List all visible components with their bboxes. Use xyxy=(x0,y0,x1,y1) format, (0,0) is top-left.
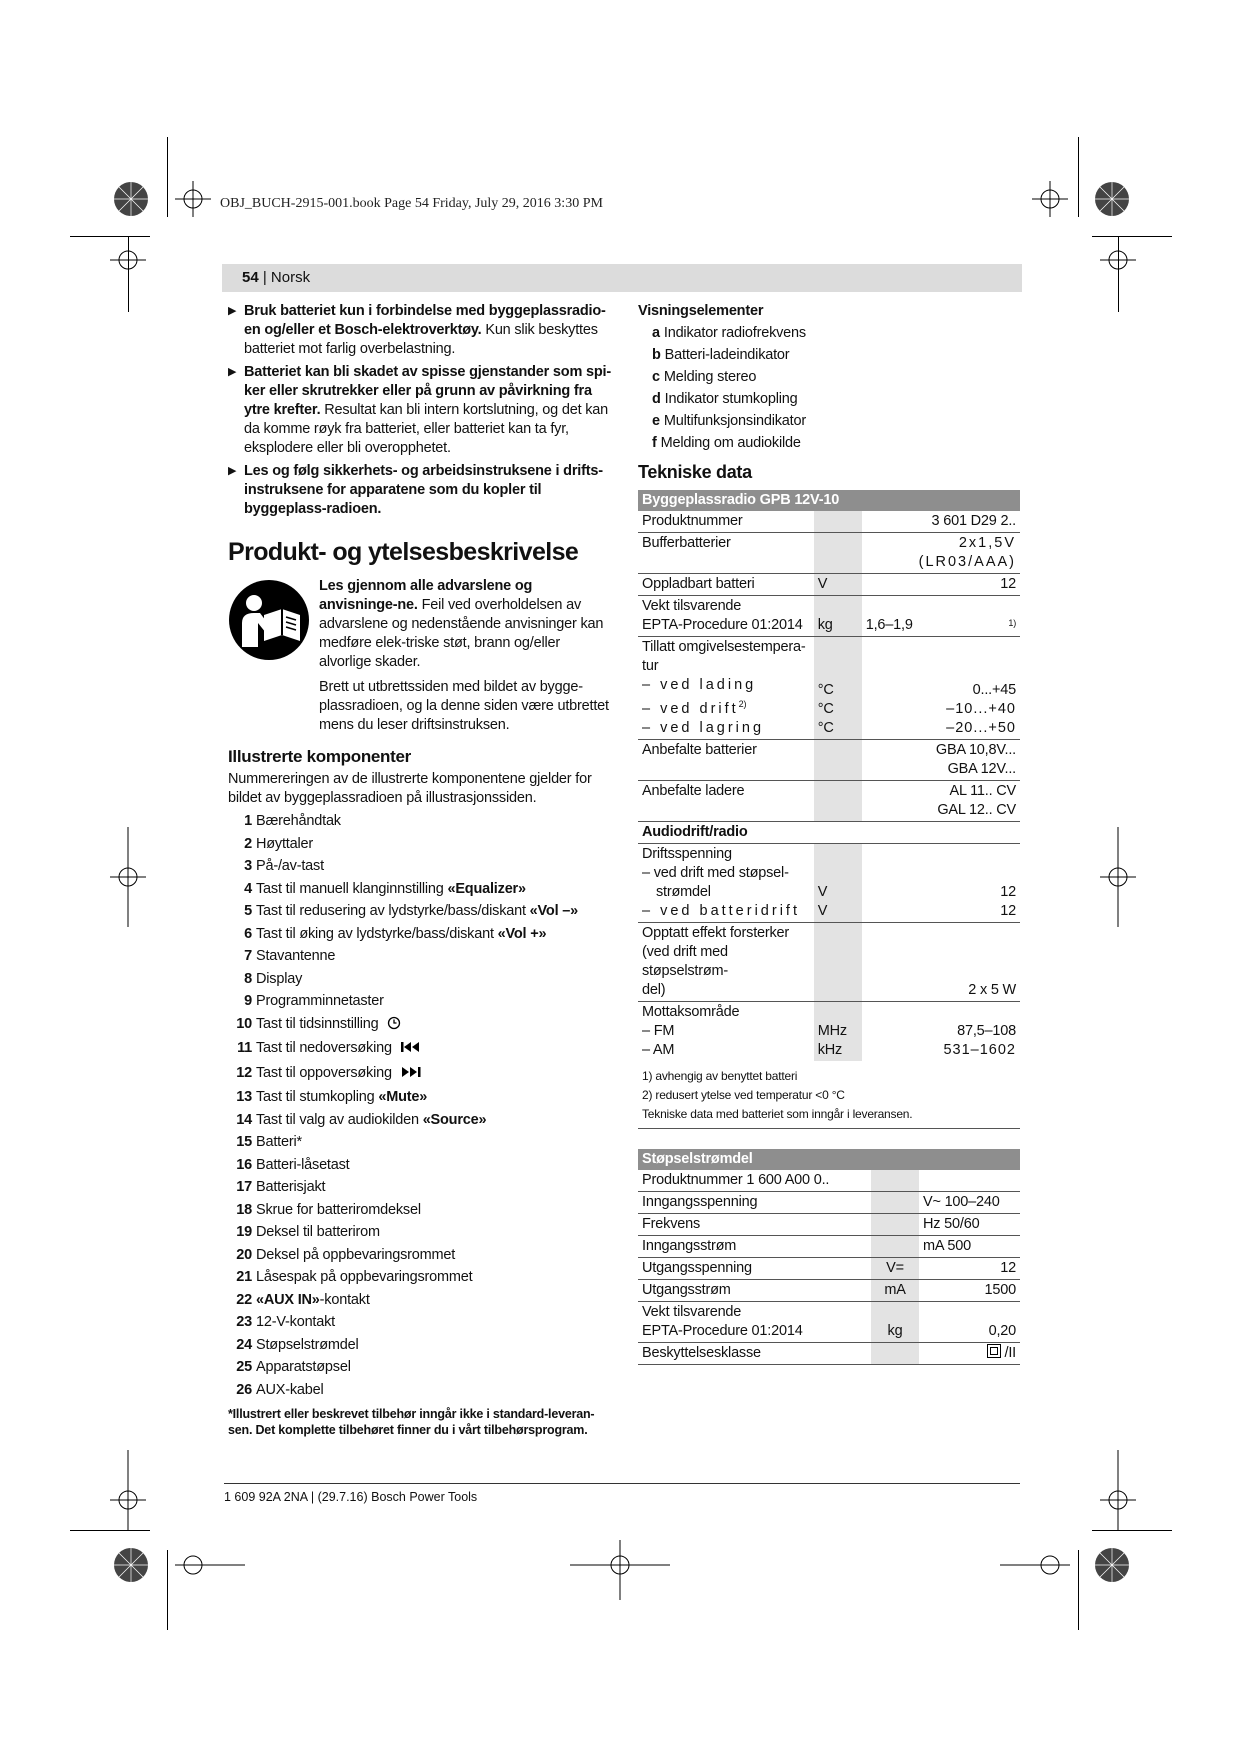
component-number: 8 xyxy=(244,970,252,987)
target-mark xyxy=(611,1556,629,1574)
component-item: 13 Tast til stumkopling «Mute» xyxy=(228,1088,613,1108)
crop-mark xyxy=(167,1550,168,1630)
component-item: 22 «AUX IN»-kontakt xyxy=(228,1291,613,1311)
component-number: 10 xyxy=(236,1015,252,1032)
read-manual-icon xyxy=(228,579,310,661)
target-mark xyxy=(1041,1556,1059,1574)
double-insulation-icon xyxy=(987,1344,1001,1358)
table-section-header: Audiodrift/radio xyxy=(638,821,1020,843)
seek-back-icon xyxy=(400,1040,422,1054)
table-title: Støpselstrømdel xyxy=(638,1149,1020,1170)
component-number: 20 xyxy=(236,1246,252,1263)
display-element-item: c Melding stereo xyxy=(652,369,757,385)
display-element-item: d Indikator stumkopling xyxy=(652,391,798,407)
component-number: 6 xyxy=(244,925,252,942)
table-row: Inngangsspenning V~ 100–240 xyxy=(638,1191,1020,1213)
component-number: 13 xyxy=(236,1089,252,1105)
safety-bullet: ▶ Les og følg sikkerhets- og arbeidsinstruksene i drifts-instruksene for apparatene som du kopler til byggeplass-radioen. xyxy=(228,463,603,517)
page-header xyxy=(222,264,1022,292)
component-item: 24 Støpselstrømdel xyxy=(228,1336,613,1356)
component-item: 4 Tast til manuell klanginnstilling «Equalizer» xyxy=(228,880,613,900)
component-number: 4 xyxy=(244,880,252,897)
component-item: 19 Deksel til batterirom xyxy=(228,1223,613,1243)
table-row: Inngangsstrøm mA 500 xyxy=(638,1235,1020,1257)
component-item: 7 Stavantenne xyxy=(228,947,613,967)
component-number: 3 xyxy=(244,858,252,874)
star-mark xyxy=(114,182,148,216)
page-number: 54 xyxy=(242,269,259,286)
display-elements-title: Visningselementer xyxy=(638,303,764,319)
component-item: 3 På-/av-tast xyxy=(228,857,613,877)
component-item: 12 Tast til oppoversøking xyxy=(228,1064,613,1086)
display-element-item: b Batteri-ladeindikator xyxy=(652,347,790,363)
table-row: Driftsspenning – ved drift med støpsel- strømdel – ved batteridrift V V 12 12 xyxy=(638,843,1020,922)
accessory-footnote: *Illustrert eller beskrevet tilbehør inngår ikke i standard-leveran-sen. Det komplette tilbehøret finner du i vårt tilbehørsprogram. xyxy=(228,1407,595,1437)
component-number: 23 xyxy=(236,1314,252,1330)
component-item: 6 Tast til øking av lydstyrke/bass/diskant «Vol +» xyxy=(228,925,613,945)
table-row: Bufferbatterier 2x1,5V (LR03/AAA) xyxy=(638,533,1020,574)
component-item: 21 Låsespak på oppbevaringsrommet xyxy=(228,1268,613,1288)
component-number: 26 xyxy=(236,1381,252,1398)
tech-data-table xyxy=(638,490,1020,1129)
component-number: 12 xyxy=(236,1064,252,1081)
components-list xyxy=(228,812,613,1400)
warning-bold: Les gjennom alle advarslene og anvisninge-ne. xyxy=(319,578,533,613)
component-number: 18 xyxy=(236,1201,252,1218)
target-mark xyxy=(184,1556,202,1574)
component-item: 9 Programminnetaster xyxy=(228,992,613,1012)
component-number: 25 xyxy=(236,1359,252,1375)
component-item: 23 12-V-kontakt xyxy=(228,1313,613,1333)
star-mark xyxy=(1095,1548,1129,1582)
prev-icon xyxy=(400,1042,422,1058)
component-item: 5 Tast til redusering av lydstyrke/bass/diskant «Vol –» xyxy=(228,902,613,922)
table-notes: 1) avhengig av benyttet batteri 2) redusert ytelse ved temperatur <0 °C Tekniske data med batteriet som inngår i leveransen. xyxy=(638,1061,1020,1129)
crop-mark xyxy=(1118,236,1119,312)
target-mark xyxy=(1109,1491,1127,1509)
clock-icon xyxy=(387,1016,401,1030)
component-number: 24 xyxy=(236,1336,252,1353)
right-column xyxy=(638,302,1020,1365)
crop-mark xyxy=(1092,236,1172,237)
seek-forward-icon xyxy=(400,1065,422,1079)
components-title: Illustrerte komponenter xyxy=(228,747,411,766)
component-item: 17 Batterisjakt xyxy=(228,1178,613,1198)
display-element-item: e Multifunksjonsindikator xyxy=(652,413,806,429)
component-number: 14 xyxy=(236,1111,252,1128)
component-number: 1 xyxy=(244,813,252,829)
target-mark xyxy=(119,868,137,886)
component-item: 1 Bærehåndtak xyxy=(228,812,613,832)
target-mark xyxy=(1041,190,1059,208)
component-number: 7 xyxy=(244,948,252,964)
component-item: 11 Tast til nedoversøking xyxy=(228,1039,613,1061)
component-number: 19 xyxy=(236,1224,252,1240)
table-row: Produktnummer 3 601 D29 2.. xyxy=(638,511,1020,533)
book-info: OBJ_BUCH-2915-001.book Page 54 Friday, July 29, 2016 3:30 PM xyxy=(220,196,603,211)
table-row: Mottaksområde – FM – AM MHz kHz 87,5–108 531–1602 xyxy=(638,1001,1020,1061)
table-row: Opptatt effekt forsterker (ved drift med støpselstrøm- del) 2 x 5 W xyxy=(638,922,1020,1001)
crop-mark xyxy=(1092,1530,1172,1531)
table-row: Vekt tilsvarende EPTA-Procedure 01:2014 kg 0,20 xyxy=(638,1301,1020,1342)
crop-mark xyxy=(70,1530,150,1531)
section-title: Produkt- og ytelsesbeskrivelse xyxy=(228,538,579,566)
component-number: 15 xyxy=(236,1134,252,1150)
section-name: Norsk xyxy=(270,269,311,286)
safety-bullet: ▶ Batteriet kan bli skadet av spisse gjenstander som spi-ker eller skrutrekker eller på grunn av påvirkning fra ytre krefter. Resultat kan bli intern kortslutning, og det kan da komme røyk fra batteriet, eller batteriet kan ta fyr, eksplodere eller bli overopphetet. xyxy=(228,364,611,456)
clock-icon xyxy=(387,1018,401,1034)
safety-bullet: ▶ Bruk batteriet kun i forbindelse med byggeplassradio-en og/eller et Bosch-elektroverktøy. Kun slik beskyttes batteriet mot farlig overbelastning. xyxy=(228,303,606,357)
table-row: Produktnummer 1 600 A00 0.. xyxy=(638,1170,1020,1192)
component-item: 26 AUX-kabel xyxy=(228,1381,613,1401)
table-row: Oppladbart batteri V 12 xyxy=(638,574,1020,596)
table-row: Anbefalte ladere AL 11.. CV GAL 12.. CV xyxy=(638,780,1020,821)
components-intro: Nummereringen av de illustrerte komponentene gjelder for bildet av byggeplassradioen på illustrasjonssiden. xyxy=(228,771,592,806)
power-supply-table xyxy=(638,1149,1020,1365)
bullet-triangle-icon: ▶ xyxy=(228,366,237,378)
table-row: Utgangsspenning V= 12 xyxy=(638,1257,1020,1279)
table-row: Tillatt omgivelsestempera- tur – ved lading – ved drift$^{2)}$ – ved lagring °C °C °C 0...+45 –10...+40 –20...+50 xyxy=(638,637,1020,740)
crop-mark xyxy=(70,236,150,237)
target-mark xyxy=(1109,868,1127,886)
component-number: 5 xyxy=(244,903,252,919)
page-label: 54 | Norsk xyxy=(242,269,311,286)
display-element-item: a Indikator radiofrekvens xyxy=(652,325,806,341)
tech-data-title: Tekniske data xyxy=(638,462,752,482)
table-row: Beskyttelsesklasse /II xyxy=(638,1342,1020,1364)
component-item: 2 Høyttaler xyxy=(228,835,613,855)
component-number: 17 xyxy=(236,1179,252,1195)
crop-mark xyxy=(128,236,129,312)
component-number: 2 xyxy=(244,835,252,852)
component-item: 10 Tast til tidsinnstilling xyxy=(228,1015,613,1037)
component-item: 15 Batteri* xyxy=(228,1133,613,1153)
table-row: Vekt tilsvarende EPTA-Procedure 01:2014 kg 1,6–1,9 1) xyxy=(638,596,1020,637)
warning-block xyxy=(228,577,613,735)
component-item: 8 Display xyxy=(228,970,613,990)
display-element-item: f Melding om audiokilde xyxy=(652,435,801,451)
component-number: 11 xyxy=(237,1040,252,1056)
table-title: Byggeplassradio GPB 12V-10 xyxy=(638,490,1020,511)
star-mark xyxy=(1095,182,1129,216)
star-mark xyxy=(114,1548,148,1582)
bullet-triangle-icon: ▶ xyxy=(228,465,237,477)
target-mark xyxy=(184,190,202,208)
crop-mark xyxy=(1078,137,1079,217)
table-row: Frekvens Hz 50/60 xyxy=(638,1213,1020,1235)
crop-mark xyxy=(167,137,168,217)
display-elements-list xyxy=(638,324,1020,453)
component-item: 14 Tast til valg av audiokilden «Source» xyxy=(228,1111,613,1131)
fold-text: Brett ut utbrettssiden med bildet av bygge-plassradioen, og la denne siden være utbrettet mens du leser driftsinstruksen. xyxy=(319,679,609,733)
warning-text: Feil ved overholdelsen av advarslene og nedenstående anvisninger kan medføre elek-triske støt, brann og/eller alvorlige skader. xyxy=(319,597,604,670)
page-footer: 1 609 92A 2NA | (29.7.16) Bosch Power Tools xyxy=(224,1483,1020,1504)
target-mark xyxy=(119,1491,137,1509)
component-item: 16 Batteri-låsetast xyxy=(228,1156,613,1176)
next-icon xyxy=(400,1067,422,1083)
table-row: Anbefalte batterier GBA 10,8V... GBA 12V... xyxy=(638,739,1020,780)
component-number: 22 xyxy=(236,1291,252,1308)
component-number: 16 xyxy=(236,1156,252,1173)
component-item: 20 Deksel på oppbevaringsrommet xyxy=(228,1246,613,1266)
component-number: 21 xyxy=(236,1269,252,1285)
bullet-triangle-icon: ▶ xyxy=(228,305,237,317)
table-row: Utgangsstrøm mA 1500 xyxy=(638,1279,1020,1301)
component-item: 18 Skrue for batteriromdeksel xyxy=(228,1201,613,1221)
component-item: 25 Apparatstøpsel xyxy=(228,1358,613,1378)
left-column xyxy=(228,302,613,1438)
component-number: 9 xyxy=(244,993,252,1009)
crop-mark xyxy=(1078,1550,1079,1630)
